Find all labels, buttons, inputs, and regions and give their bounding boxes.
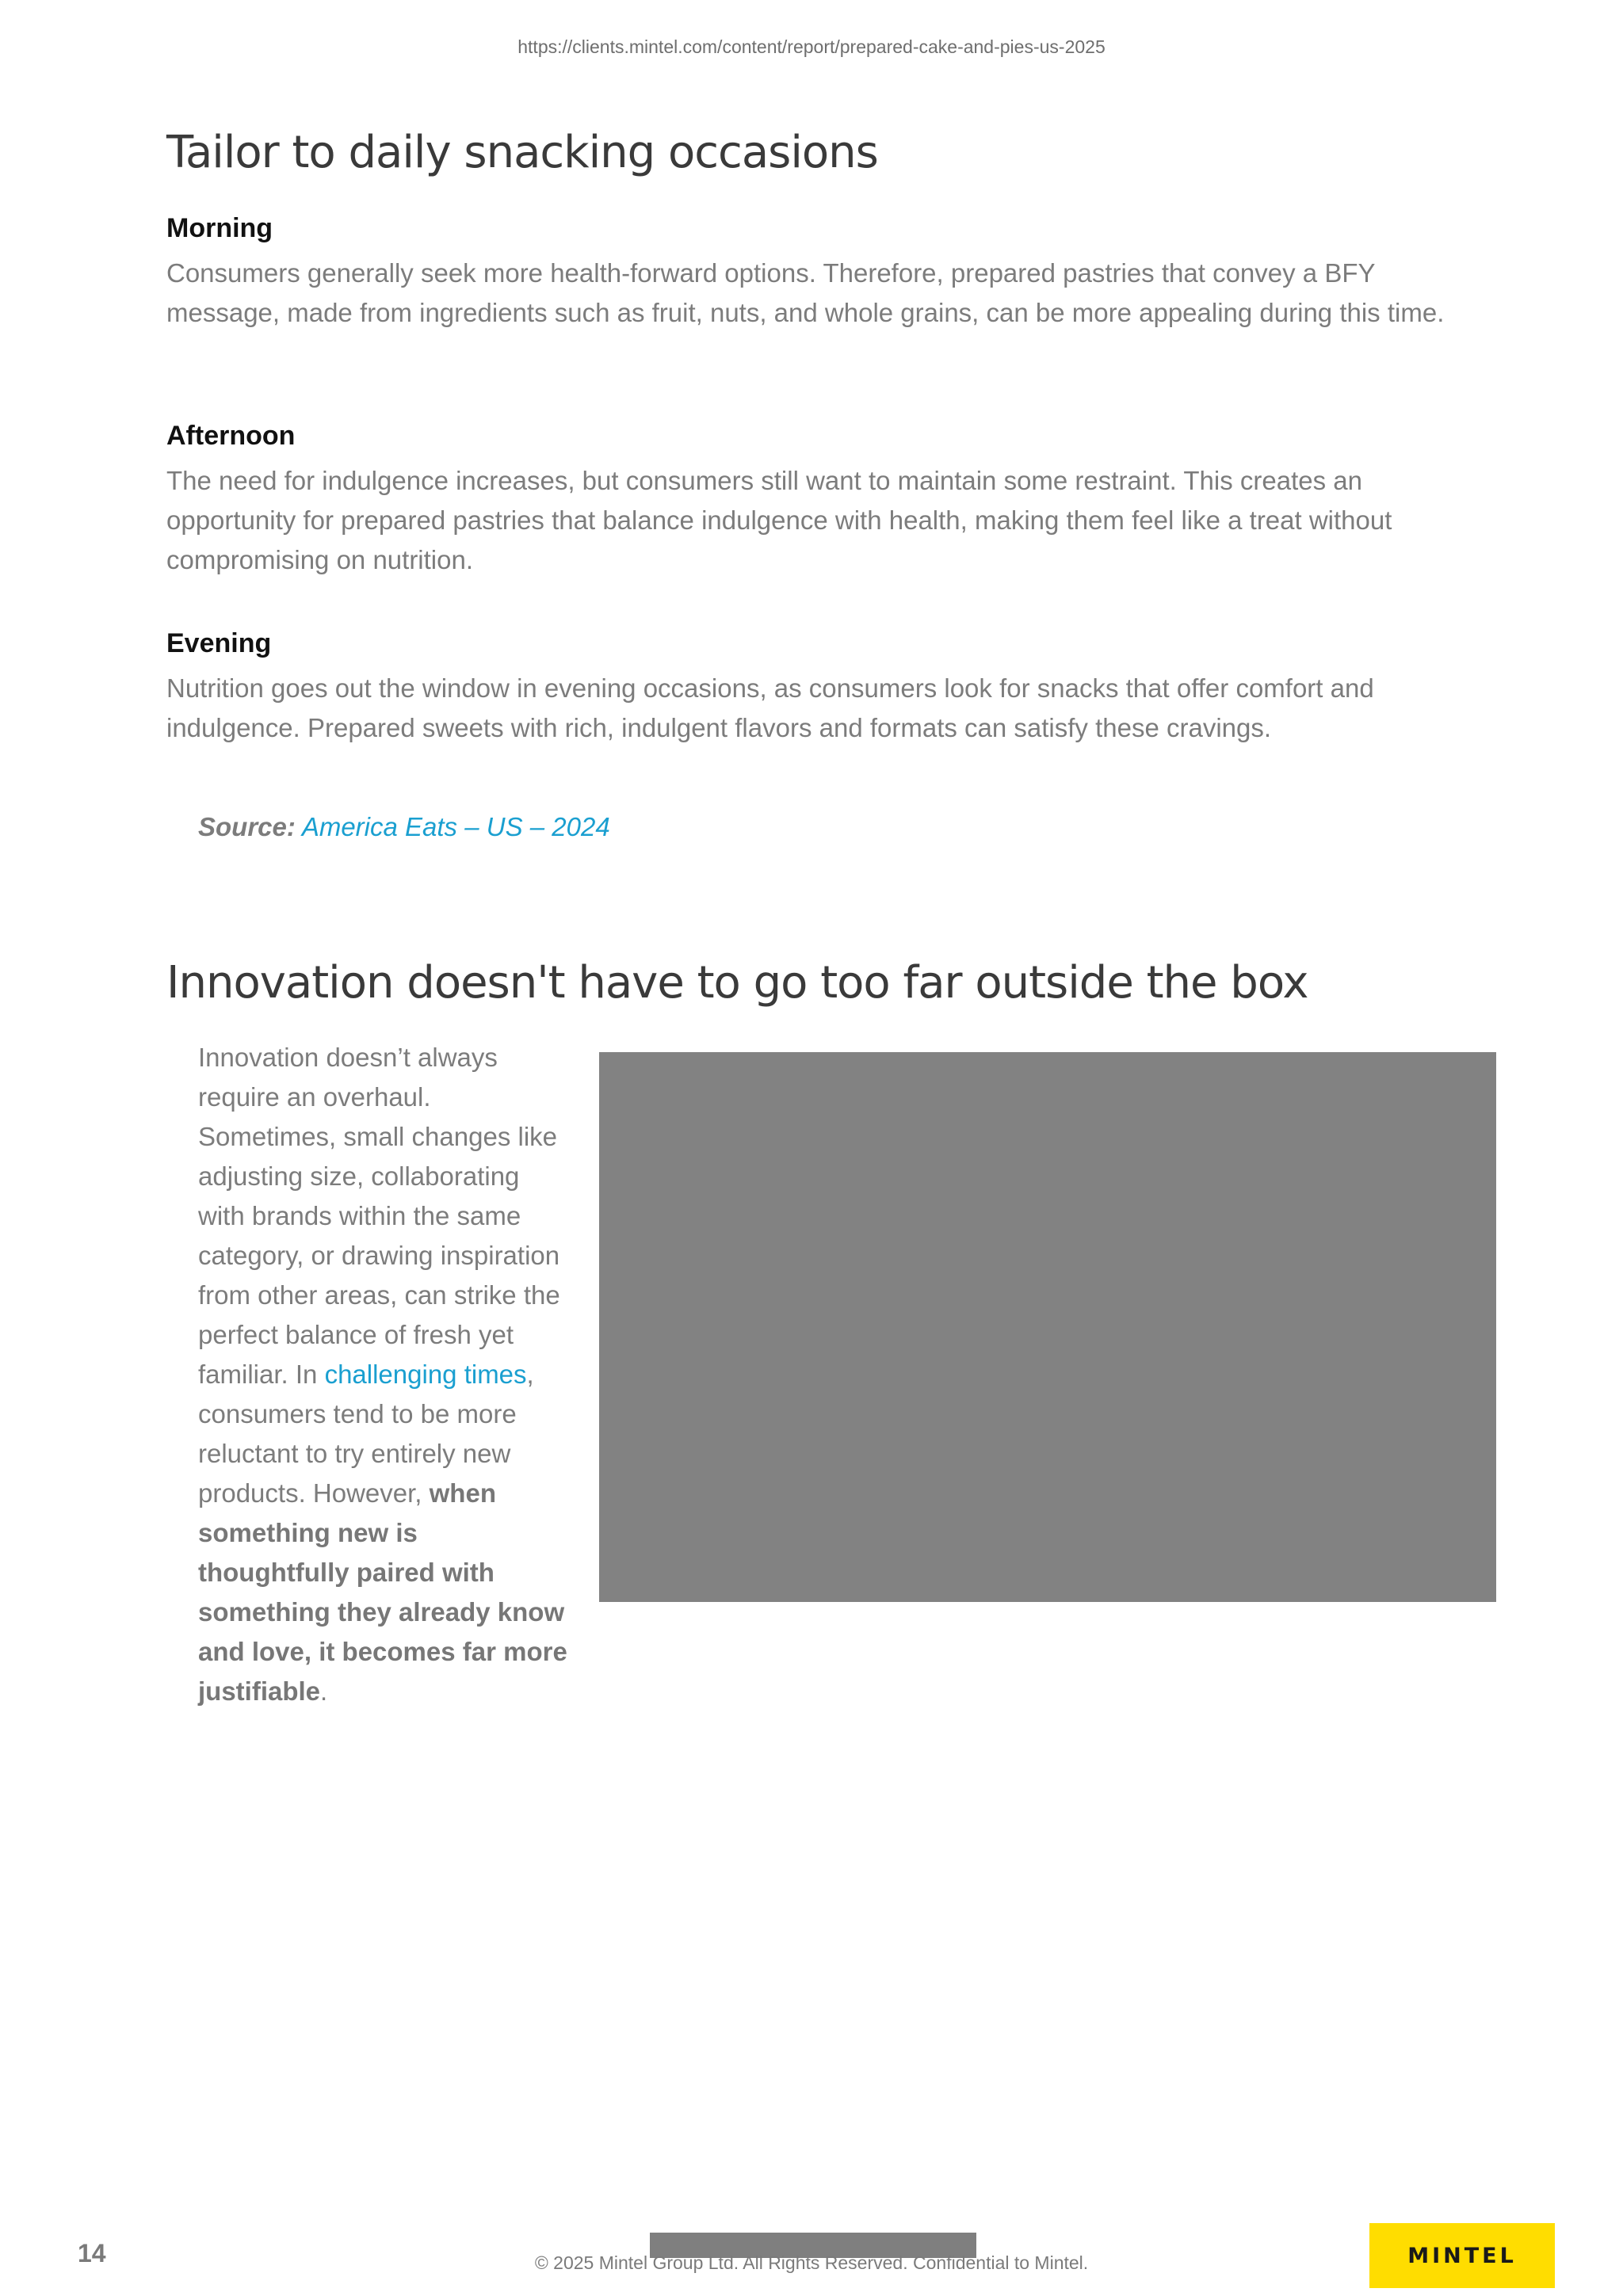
page-url: https://clients.mintel.com/content/report/prepared-cake-and-pies-us-2025 — [517, 36, 1106, 57]
evening-text: Nutrition goes out the window in evening occasions, as consumers look for snacks that offer comfort and indulgence. Prepared sweets with rich, indulgent flavors and formats can satisfy these cravings. — [166, 673, 1374, 742]
page-number: 14 — [78, 2239, 106, 2267]
footer-copyright: © 2025 Mintel Group Ltd. All Rights Reserved. Confidential to Mintel. — [534, 2252, 1089, 2273]
section-title-snacking: Tailor to daily snacking occasions — [166, 127, 878, 178]
innovation-text-intro: Innovation doesn’t always require an overhaul. Sometimes, small changes like adjusting size, collaborating with brands within the same category, or drawing inspiration from other areas, can strike the perfect balance of fresh yet familiar. In — [198, 1043, 560, 1389]
innovation-text-bold: when something new is thoughtfully paired with something they already know and love, it becomes far more justifiable — [198, 1478, 567, 1706]
innovation-text — [198, 1038, 571, 1711]
innovation-text-end: . — [320, 1676, 328, 1706]
mintel-logo-text: MINTEL — [1407, 2243, 1517, 2268]
challenging-times-link[interactable]: challenging times — [324, 1360, 527, 1389]
image-placeholder — [599, 1052, 1496, 1602]
source-label: Source: — [198, 812, 296, 841]
source-link[interactable]: America Eats – US – 2024 — [301, 812, 610, 841]
evening-block — [166, 626, 1466, 748]
innovation-text-mid: , consumers tend to be more reluctant to try entirely new products. However, — [198, 1360, 534, 1508]
afternoon-heading: Afternoon — [166, 421, 296, 451]
afternoon-text: The need for indulgence increases, but consumers still want to maintain some restraint. This creates an opportunity for prepared pastries that balance indulgence with health, making them feel like a treat without compromising on nutrition. — [166, 466, 1392, 574]
morning-text: Consumers generally seek more health-forward options. Therefore, prepared pastries that convey a BFY message, made from ingredients such as fruit, nuts, and whole grains, can be more appealing during this time. — [166, 258, 1445, 327]
afternoon-block — [166, 418, 1466, 580]
mintel-logo — [1369, 2223, 1555, 2288]
evening-heading: Evening — [166, 628, 272, 658]
source-line — [198, 812, 610, 842]
morning-heading: Morning — [166, 213, 273, 243]
morning-block — [166, 211, 1466, 333]
section-title-innovation: Innovation doesn't have to go too far outside the box — [166, 957, 1308, 1009]
